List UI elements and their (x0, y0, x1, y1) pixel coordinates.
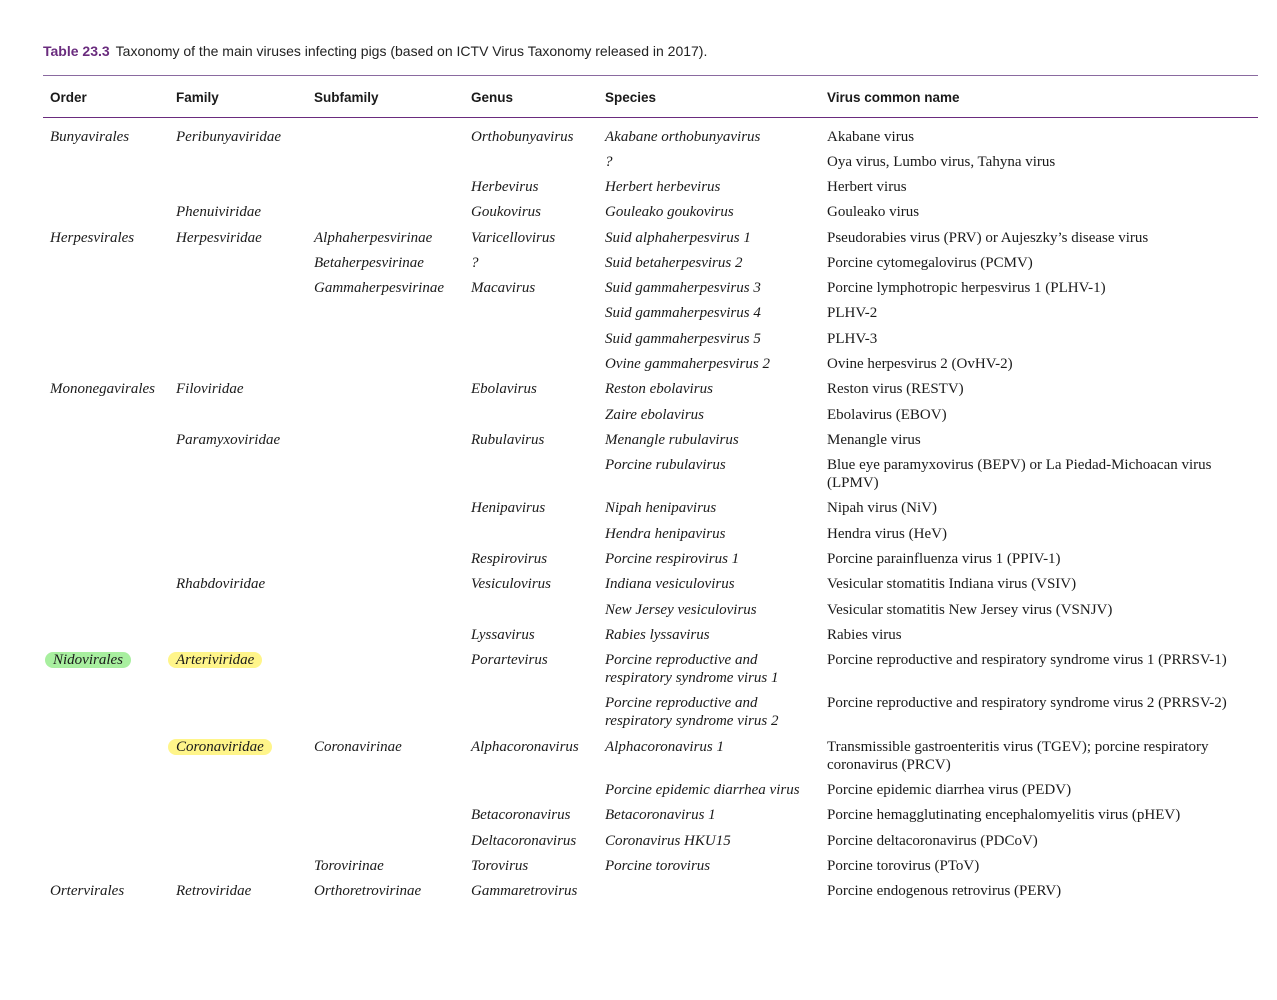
cell-common-name: Porcine parainfluenza virus 1 (PPIV-1) (827, 551, 1061, 567)
cell-species: Suid alphaherpesvirus 1 (605, 230, 751, 246)
cell-subfamily: Coronavirinae (314, 739, 402, 755)
cell-species: Ovine gammaherpesvirus 2 (605, 356, 770, 372)
cell-genus: Betacoronavirus (471, 807, 571, 823)
cell-genus: Deltacoronavirus (471, 833, 577, 849)
cell-common-name: Porcine hemagglutinating encephalomyelitis virus (pHEV) (827, 807, 1181, 823)
table-caption (43, 43, 707, 59)
highlighted-text: Arteriviridae (168, 652, 262, 668)
cell-species: Porcine respirovirus 1 (605, 551, 740, 567)
cell-order: Mononegavirales (50, 381, 155, 397)
cell-subfamily: Torovirinae (314, 858, 384, 874)
cell-species: Gouleako goukovirus (605, 204, 734, 220)
cell-order: Ortervirales (50, 883, 125, 899)
cell-species: Porcine reproductive and respiratory syndrome virus 2 (605, 695, 779, 729)
cell-species: Reston ebolavirus (605, 381, 713, 397)
cell-common-name: Gouleako virus (827, 204, 920, 220)
header-subfamily: Subfamily (314, 90, 379, 105)
cell-common-name: Ovine herpesvirus 2 (OvHV-2) (827, 356, 1013, 372)
cell-species: Zaire ebolavirus (605, 407, 705, 423)
highlighted-text: Nidovirales (45, 652, 131, 668)
cell-common-name: Vesicular stomatitis New Jersey virus (VSNJV) (827, 602, 1113, 618)
cell-species: Suid gammaherpesvirus 3 (605, 280, 761, 296)
cell-species: Herbert herbevirus (605, 179, 721, 195)
cell-common-name: Pseudorabies virus (PRV) or Aujeszky’s disease virus (827, 230, 1149, 246)
cell-common-name: Nipah virus (NiV) (827, 500, 937, 516)
cell-common-name: Rabies virus (827, 627, 902, 643)
cell-common-name: Reston virus (RESTV) (827, 381, 964, 397)
cell-genus: Rubulavirus (471, 432, 545, 448)
cell-genus: Porartevirus (471, 652, 548, 668)
cell-common-name: Porcine reproductive and respiratory syndrome virus 2 (PRRSV-2) (827, 695, 1227, 711)
cell-genus: Vesiculovirus (471, 576, 551, 592)
cell-genus: ? (471, 255, 479, 271)
cell-common-name: Hendra virus (HeV) (827, 526, 947, 542)
cell-genus: Ebolavirus (471, 381, 537, 397)
cell-common-name: Porcine epidemic diarrhea virus (PEDV) (827, 782, 1072, 798)
cell-order: Bunyavirales (50, 129, 130, 145)
cell-common-name: Menangle virus (827, 432, 921, 448)
cell-genus: Respirovirus (471, 551, 548, 567)
table-header-rule (43, 117, 1258, 118)
cell-species: Porcine rubulavirus (605, 457, 726, 473)
cell-order (50, 651, 170, 669)
cell-species: Porcine reproductive and respiratory syndrome virus 1 (605, 652, 779, 686)
cell-genus: Goukovirus (471, 204, 541, 220)
cell-subfamily: Betaherpesvirinae (314, 255, 424, 271)
cell-common-name: Oya virus, Lumbo virus, Tahyna virus (827, 154, 1056, 170)
cell-genus: Alphacoronavirus (471, 739, 579, 755)
cell-genus: Torovirus (471, 858, 529, 874)
cell-common-name: Ebolavirus (EBOV) (827, 407, 947, 423)
header-common-name: Virus common name (827, 90, 960, 105)
cell-family: Retroviridae (176, 883, 252, 899)
cell-family: Phenuiviridae (176, 204, 261, 220)
cell-common-name: PLHV-2 (827, 305, 878, 321)
table-top-rule (43, 75, 1258, 76)
header-order: Order (50, 90, 87, 105)
cell-species: Menangle rubulavirus (605, 432, 739, 448)
table-title: Taxonomy of the main viruses infecting pigs (based on ICTV Virus Taxonomy released in 2017). (115, 43, 708, 59)
cell-species: Hendra henipavirus (605, 526, 726, 542)
cell-subfamily: Gammaherpesvirinae (314, 280, 444, 296)
cell-genus: Orthobunyavirus (471, 129, 574, 145)
cell-species: Porcine epidemic diarrhea virus (605, 782, 800, 798)
cell-family (176, 651, 308, 669)
cell-common-name: Vesicular stomatitis Indiana virus (VSIV) (827, 576, 1077, 592)
cell-common-name: Akabane virus (827, 129, 915, 145)
cell-family: Paramyxoviridae (176, 432, 281, 448)
cell-species: Rabies lyssavirus (605, 627, 710, 643)
cell-genus: Henipavirus (471, 500, 546, 516)
cell-species: Betacoronavirus 1 (605, 807, 716, 823)
cell-family: Herpesviridae (176, 230, 262, 246)
cell-species: Suid gammaherpesvirus 4 (605, 305, 761, 321)
cell-species: Suid gammaherpesvirus 5 (605, 331, 761, 347)
cell-order: Herpesvirales (50, 230, 135, 246)
cell-species: ? (605, 154, 613, 170)
cell-species: Akabane orthobunyavirus (605, 129, 761, 145)
cell-common-name: Porcine cytomegalovirus (PCMV) (827, 255, 1033, 271)
cell-genus: Varicellovirus (471, 230, 556, 246)
cell-genus: Lyssavirus (471, 627, 535, 643)
cell-species: Nipah henipavirus (605, 500, 717, 516)
cell-common-name: Porcine lymphotropic herpesvirus 1 (PLHV-1) (827, 280, 1106, 296)
cell-common-name: PLHV-3 (827, 331, 878, 347)
cell-species: New Jersey vesiculovirus (605, 602, 757, 618)
cell-species: Indiana vesiculovirus (605, 576, 735, 592)
cell-subfamily: Alphaherpesvirinae (314, 230, 433, 246)
cell-subfamily: Orthoretrovirinae (314, 883, 422, 899)
cell-genus: Herbevirus (471, 179, 539, 195)
cell-common-name: Herbert virus (827, 179, 907, 195)
header-family: Family (176, 90, 219, 105)
header-species: Species (605, 90, 657, 105)
header-genus: Genus (471, 90, 514, 105)
cell-common-name: Porcine torovirus (PToV) (827, 858, 980, 874)
cell-common-name: Transmissible gastroenteritis virus (TGEV); porcine respiratory coronavirus (PRCV) (827, 739, 1209, 773)
cell-common-name: Blue eye paramyxovirus (BEPV) or La Piedad-Michoacan virus (LPMV) (827, 457, 1212, 491)
table-number: Table 23.3 (43, 43, 110, 59)
cell-family: Peribunyaviridae (176, 129, 281, 145)
cell-common-name: Porcine reproductive and respiratory syndrome virus 1 (PRRSV-1) (827, 652, 1227, 668)
cell-family: Filoviridae (176, 381, 244, 397)
cell-genus: Macavirus (471, 280, 536, 296)
cell-species: Coronavirus HKU15 (605, 833, 731, 849)
cell-family (176, 738, 308, 756)
cell-family: Rhabdoviridae (176, 576, 266, 592)
cell-common-name: Porcine deltacoronavirus (PDCoV) (827, 833, 1038, 849)
cell-species: Alphacoronavirus 1 (605, 739, 725, 755)
cell-common-name: Porcine endogenous retrovirus (PERV) (827, 883, 1062, 899)
cell-species: Suid betaherpesvirus 2 (605, 255, 743, 271)
highlighted-text: Coronaviridae (168, 739, 272, 755)
cell-species: Porcine torovirus (605, 858, 711, 874)
cell-genus: Gammaretrovirus (471, 883, 578, 899)
